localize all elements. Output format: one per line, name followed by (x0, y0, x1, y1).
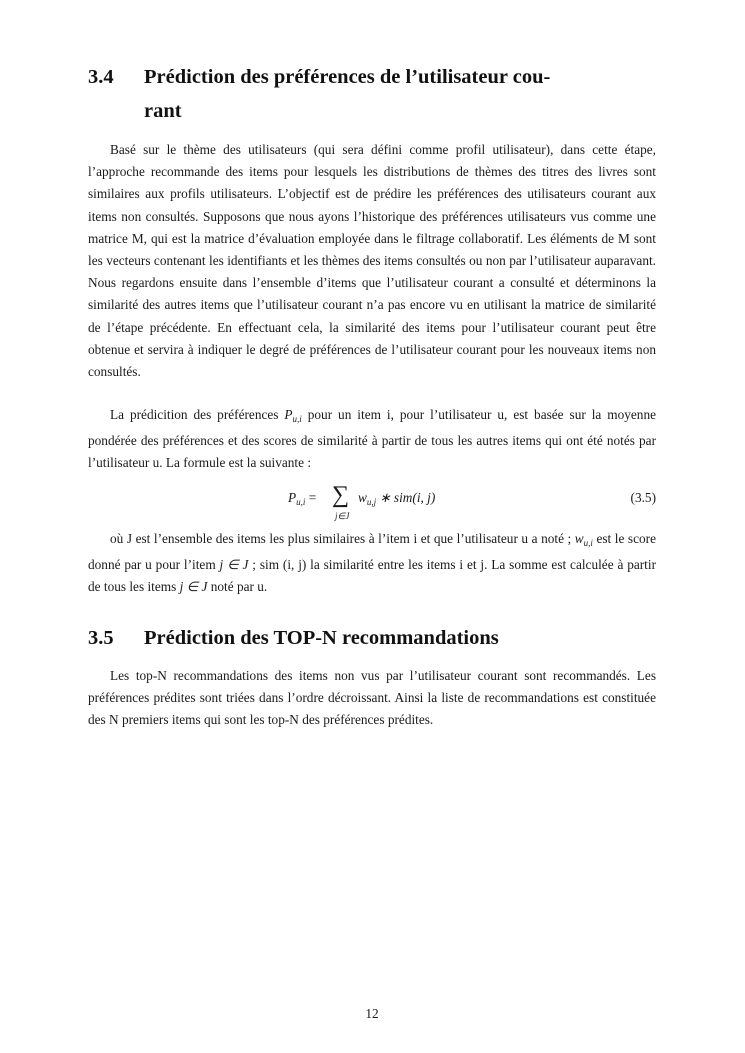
section-number: 3.4 (88, 66, 114, 88)
section-heading-3-4 (88, 62, 656, 126)
equation-lhs-subscript: u,i (296, 497, 306, 507)
paragraph-2 (88, 404, 656, 475)
equation-equals: = (305, 490, 317, 505)
section-heading-3-5 (88, 623, 656, 653)
paragraph-3 (88, 528, 656, 599)
section-number: 3.5 (88, 627, 114, 649)
paragraph-3-part-2: est le score donné par u pour l’item (88, 531, 656, 573)
paragraph-2-text-before: La prédicition des préférences (110, 407, 285, 422)
math-subscript: u,i (292, 414, 302, 424)
equation-rhs (358, 490, 435, 507)
paragraph-3-part-1: où J est l’ensemble des items les plus similaires à l’item i et que l’utilisateur u a noté ; (110, 531, 575, 546)
equation-rhs-w: w (358, 490, 367, 505)
page-number: 12 (365, 1006, 379, 1021)
math-j-in-j: j ∈ J (219, 557, 249, 573)
equation-3-5 (88, 484, 656, 528)
document-page (88, 0, 656, 1053)
math-symbol-w: w (574, 531, 584, 546)
paragraph-3-part-4: noté par u. (207, 579, 268, 595)
section-title-line-1: Prédiction des préférences de l’utilisateur cou- (144, 66, 551, 88)
math-subscript: u,i (583, 538, 593, 548)
paragraph-2-text-after: pour un item i, pour l’utilisateur u, est basée sur la moyenne pondérée des préférences et des scores de similarité à partir de tous les autres items qui ont été notés par l’utilisateur u. La formule est la suivante : (88, 407, 656, 471)
summation-symbol: ∑ (332, 482, 350, 508)
section-title-line-2: rant (144, 100, 182, 122)
summation-subscript: j∈J (335, 511, 350, 521)
equation-rhs-w-subscript: u,j (366, 497, 377, 507)
paragraph-1: Basé sur le thème des utilisateurs (qui sera défini comme profil utilisateur), dans cette étape, l’approche recommande des items pour lesquels les distributions de thèmes des titres des livres sont similaires aux profils utilisateurs. L’objectif est de prédire les préférences des utilisateurs courant aux items non consultés. Supposons que nous ayons l’historique des préférences utilisateurs vus comme une matrice M, qui est la matrice d’évaluation employée dans le filtrage collaboratif. Les éléments de M sont les vecteurs contenant les identifiants et les thèmes des items consultés ou non par l’utilisateur auparavant. Nous regardons ensuite dans l’ensemble d’items que l’utilisateur courant a consulté et déterminons la similarité des autres items que l’utilisateur courant n’a pas encore vu en utilisant la matrice de similarité de l’étape précédente. En effectuant cela, la similarité des items pour l’utilisateur courant peut être obtenue et servira à indiquer le degré de préférences de l’utilisateur courant pour les nouveaux items non consultés. (88, 142, 656, 380)
equation-lhs (288, 490, 316, 507)
equation-number: (3.5) (630, 490, 656, 505)
paragraph-3-part-3: ; sim (i, j) la similarité entre les items i et j. La somme est calculée à partir de tous les items (88, 557, 656, 595)
section-title: Prédiction des TOP-N recommandations (144, 627, 499, 649)
paragraph-4: Les top-N recommandations des items non vus par l’utilisateur courant sont recommandés. Les préférences prédites sont triées dans l’ordre décroissant. Ainsi la liste de recommandations est constituée des N premiers items qui sont les top-N des préférences prédites. (88, 668, 656, 728)
math-j-in-j: j ∈ J (179, 579, 208, 595)
equation-lhs-symbol: P (288, 490, 297, 505)
equation-rhs-rest: ∗ sim(i, j) (376, 490, 436, 505)
math-symbol-p: P (284, 407, 293, 422)
